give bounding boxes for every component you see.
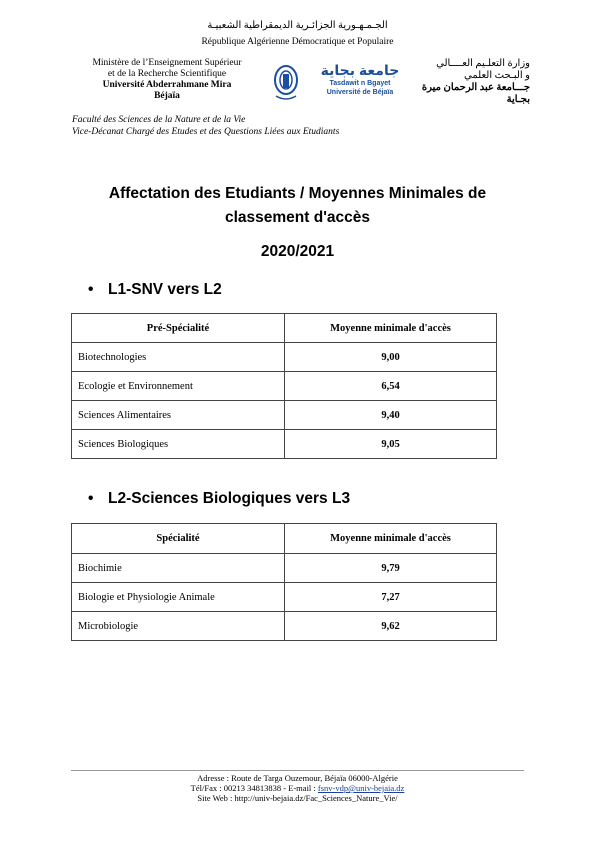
table-l2-sciences-biologiques [71, 523, 497, 641]
average-cell: 9,40 [285, 401, 497, 430]
academic-year: 2020/2021 [260, 243, 335, 260]
logo-french-name: Université de Béjaïa [326, 89, 394, 96]
table-row [72, 430, 497, 459]
footer-address: Adresse : Route de Targa Ouzemour, Béjaïa 06000-Algérie [197, 773, 398, 783]
title-line-2: classement d'accès [224, 209, 370, 226]
university-city: Béjaïa [154, 91, 180, 101]
footer-website[interactable]: Site Web : http://univ-bejaia.dz/Fac_Sciences_Nature_Vie/ [197, 793, 398, 803]
footer [0, 773, 595, 803]
specialty-cell: Microbiologie [72, 612, 285, 641]
average-cell: 9,79 [285, 554, 497, 583]
average-cell: 9,62 [285, 612, 497, 641]
ministry-line: et de la Recherche Scientifique [107, 69, 227, 79]
table-row [72, 401, 497, 430]
specialty-cell: Biochimie [72, 554, 285, 583]
arabic-republic-title: الجـمـهـورية الجزائـرية الديمقراطية الشعبيـة [207, 20, 388, 31]
ministry-line-ar: وزارة التعلـيم العــــالي [436, 58, 530, 69]
title-line-1: Affectation des Etudiants / Moyennes Minimales de [108, 185, 487, 202]
specialty-cell: Biologie et Physiologie Animale [72, 583, 285, 612]
average-cell: 7,27 [285, 583, 497, 612]
footer-contact [0, 783, 595, 793]
table-row [72, 583, 497, 612]
specialty-cell: Ecologie et Environnement [72, 372, 285, 401]
column-header: Moyenne minimale d'accès [285, 524, 497, 554]
footer-divider [71, 770, 524, 771]
ministry-block-fr [72, 58, 262, 102]
faculty-block [72, 114, 339, 138]
table-l1-snv [71, 313, 497, 459]
bullet-icon: • [88, 490, 94, 507]
section-title: L1-SNV vers L2 [108, 281, 222, 298]
bullet-icon: • [88, 281, 94, 298]
ministry-line: Ministère de l’Enseignement Supérieur [92, 58, 242, 68]
document-title [60, 182, 535, 230]
section-heading-l2 [88, 490, 350, 508]
table-header-row [72, 314, 497, 343]
university-name: Université Abderrahmane Mira [102, 80, 232, 90]
logo-arabic-name: جامعة بجاية [320, 62, 400, 78]
column-header: Pré-Spécialité [72, 314, 285, 343]
specialty-cell: Sciences Biologiques [72, 430, 285, 459]
logo-kabyle-name: Tasdawit n Bgayet [329, 80, 391, 87]
university-city-ar: بجـاية [506, 94, 530, 105]
university-logo [272, 60, 422, 104]
faculty-name: Faculté des Sciences de la Nature et de la Vie [72, 115, 246, 125]
table-row [72, 343, 497, 372]
vice-decanat: Vice-Décanat Chargé des Etudes et des Questions Liées aux Etudiants [72, 127, 340, 137]
average-cell: 6,54 [285, 372, 497, 401]
column-header: Spécialité [72, 524, 285, 554]
table-row [72, 612, 497, 641]
table-row [72, 372, 497, 401]
table-header-row [72, 524, 497, 554]
section-heading-l1 [88, 281, 222, 299]
column-header: Moyenne minimale d'accès [285, 314, 497, 343]
footer-telfax: Tél/Fax : 00213 34813838 - E-mail : [190, 783, 318, 793]
section-title: L2-Sciences Biologiques vers L3 [108, 490, 351, 507]
specialty-cell: Biotechnologies [72, 343, 285, 372]
ministry-line-ar: و البـحث العلمي [464, 70, 530, 81]
average-cell: 9,05 [285, 430, 497, 459]
specialty-cell: Sciences Alimentaires [72, 401, 285, 430]
republic-title: République Algérienne Démocratique et Populaire [201, 37, 394, 47]
ministry-block-ar [410, 58, 530, 106]
footer-email-link[interactable]: fsnv-vdp@univ-bejaia.dz [317, 783, 405, 793]
average-cell: 9,00 [285, 343, 497, 372]
university-name-ar: جـــامعة عبد الرحمان ميرة [421, 82, 530, 93]
table-row [72, 554, 497, 583]
